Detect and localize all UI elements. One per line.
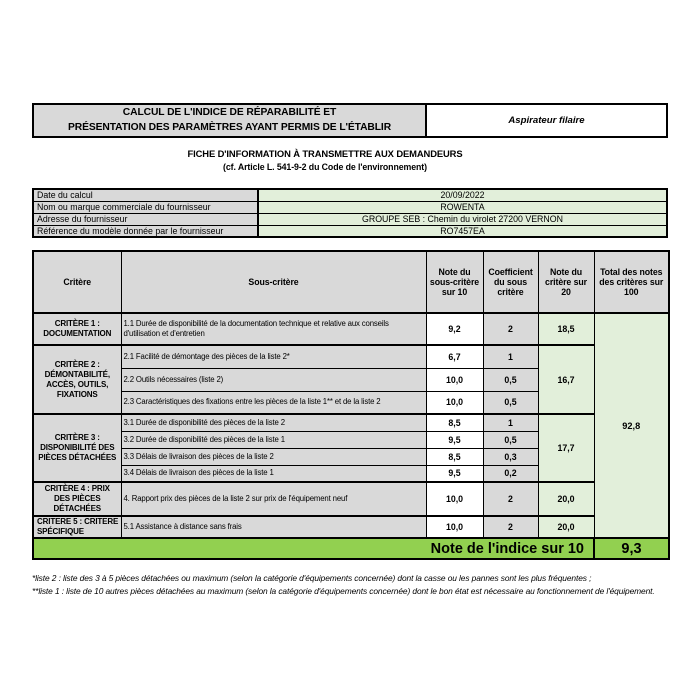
note10-cell: 10,0 (426, 391, 483, 414)
subcriterion-cell: 3.2 Durée de disponibilité des pièces de la liste 1 (121, 431, 426, 448)
subcriterion-cell: 2.3 Caractéristiques des fixations entre les pièces de la liste 1** et de la liste 2 (121, 391, 426, 414)
info-row-address (33, 213, 667, 225)
header-subcriterion: Sous-critère (121, 251, 426, 313)
info-row-model-ref (33, 225, 667, 237)
coefficient-cell: 2 (483, 516, 538, 538)
info-label: Adresse du fournisseur (33, 213, 258, 225)
info-row-date (33, 189, 667, 201)
note10-cell: 10,0 (426, 482, 483, 516)
coefficient-cell: 0,5 (483, 391, 538, 414)
info-label: Date du calcul (33, 189, 258, 201)
header-coefficient: Coefficient du sous critère (483, 251, 538, 313)
subcriterion-cell: 3.4 Délais de livraison des pièces de la liste 1 (121, 465, 426, 482)
subcriterion-cell: 3.1 Durée de disponibilité des pièces de la liste 2 (121, 414, 426, 431)
note10-cell: 9,5 (426, 431, 483, 448)
note10-cell: 8,5 (426, 414, 483, 431)
final-score-row (33, 538, 669, 559)
info-row-brand (33, 201, 667, 213)
subcriterion-cell: 2.1 Facilité de démontage des pièces de la liste 2* (121, 345, 426, 368)
subcriterion-cell: 3.3 Délais de livraison des pièces de la liste 2 (121, 448, 426, 465)
coefficient-cell: 0,5 (483, 368, 538, 391)
document-title (34, 105, 427, 136)
note20-cell: 20,0 (538, 516, 594, 538)
header-note20: Note du critère sur 20 (538, 251, 594, 313)
total-cell: 92,8 (594, 313, 669, 538)
coefficient-cell: 0,5 (483, 431, 538, 448)
subtitle (32, 148, 618, 172)
table-row (33, 482, 669, 516)
subtitle-line1: FICHE D'INFORMATION À TRANSMETTRE AUX DEMANDEURS (187, 148, 463, 159)
footnote-liste1: **liste 1 : liste de 10 autres pièces détachées au maximum (selon la catégorie d'équipements concernée) dont le bon état est nécessaire au fonctionnement de l'équipement. (32, 586, 655, 597)
note20-cell: 18,5 (538, 313, 594, 345)
note10-cell: 8,5 (426, 448, 483, 465)
table-row (33, 313, 669, 345)
info-value: GROUPE SEB : Chemin du virolet 27200 VERNON (258, 213, 667, 225)
footnote-liste2: *liste 2 : liste des 3 à 5 pièces détachées ou maximum (selon la catégorie d'équipements concernée) dont la casse ou les pannes sont les plus fréquentes ; (32, 573, 592, 583)
header-note10: Note du sous-critère sur 10 (426, 251, 483, 313)
subcriterion-cell: 5.1 Assistance à distance sans frais (121, 516, 426, 538)
info-value: RO7457EA (258, 225, 667, 237)
subtitle-line2: (cf. Article L. 541-9-2 du Code de l'environnement) (223, 162, 427, 172)
note10-cell: 10,0 (426, 368, 483, 391)
final-score-value: 9,3 (594, 538, 669, 559)
footnotes (32, 572, 668, 598)
criterion-cell: CRITÈRE 3 : DISPONIBILITÉ DES PIÈCES DÉTACHÉES (33, 414, 121, 482)
note20-cell: 17,7 (538, 414, 594, 482)
table-row (33, 414, 669, 431)
coefficient-cell: 0,2 (483, 465, 538, 482)
document-title-line1: CALCUL DE L'INDICE DE RÉPARABILITÉ ET (122, 107, 337, 119)
criterion-cell: CRITÈRE 4 : PRIX DES PIÈCES DÉTACHÉES (33, 482, 121, 516)
table-row (33, 345, 669, 368)
criterion-cell: CRITÈRE 1 : DOCUMENTATION (33, 313, 121, 345)
score-table (32, 250, 670, 560)
header-total: Total des notes des critères sur 100 (594, 251, 669, 313)
note10-cell: 10,0 (426, 516, 483, 538)
criterion-cell: CRITÈRE 2 : DÉMONTABILITÉ, ACCÈS, OUTILS, FIXATIONS (33, 345, 121, 414)
header-criterion: Critère (33, 251, 121, 313)
note10-cell: 9,2 (426, 313, 483, 345)
subcriterion-cell: 1.1 Durée de disponibilité de la documentation technique et relative aux conseils d'utilisation et d'entretien (121, 313, 426, 345)
info-label: Référence du modèle donnée par le fournisseur (33, 225, 258, 237)
score-table-header-row (33, 251, 669, 313)
table-row (33, 516, 669, 538)
coefficient-cell: 1 (483, 414, 538, 431)
note20-cell: 16,7 (538, 345, 594, 414)
coefficient-cell: 2 (483, 313, 538, 345)
coefficient-cell: 1 (483, 345, 538, 368)
final-score-label: Note de l'indice sur 10 (33, 538, 594, 559)
criterion-cell: CRITERE 5 : CRITERE SPÉCIFIQUE (33, 516, 121, 538)
coefficient-cell: 0,3 (483, 448, 538, 465)
subcriterion-cell: 4. Rapport prix des pièces de la liste 2 sur prix de l'équipement neuf (121, 482, 426, 516)
coefficient-cell: 2 (483, 482, 538, 516)
product-category-label: Aspirateur filaire (508, 115, 585, 126)
info-value: ROWENTA (258, 201, 667, 213)
note20-cell: 20,0 (538, 482, 594, 516)
supplier-info-table (32, 188, 668, 238)
info-label: Nom ou marque commerciale du fournisseur (33, 201, 258, 213)
note10-cell: 9,5 (426, 465, 483, 482)
document-title-line2: PRÉSENTATION DES PARAMÈTRES AYANT PERMIS DE L'ÉTABLIR (67, 121, 392, 133)
note10-cell: 6,7 (426, 345, 483, 368)
info-value: 20/09/2022 (258, 189, 667, 201)
title-block (32, 103, 668, 138)
subcriterion-cell: 2.2 Outils nécessaires (liste 2) (121, 368, 426, 391)
